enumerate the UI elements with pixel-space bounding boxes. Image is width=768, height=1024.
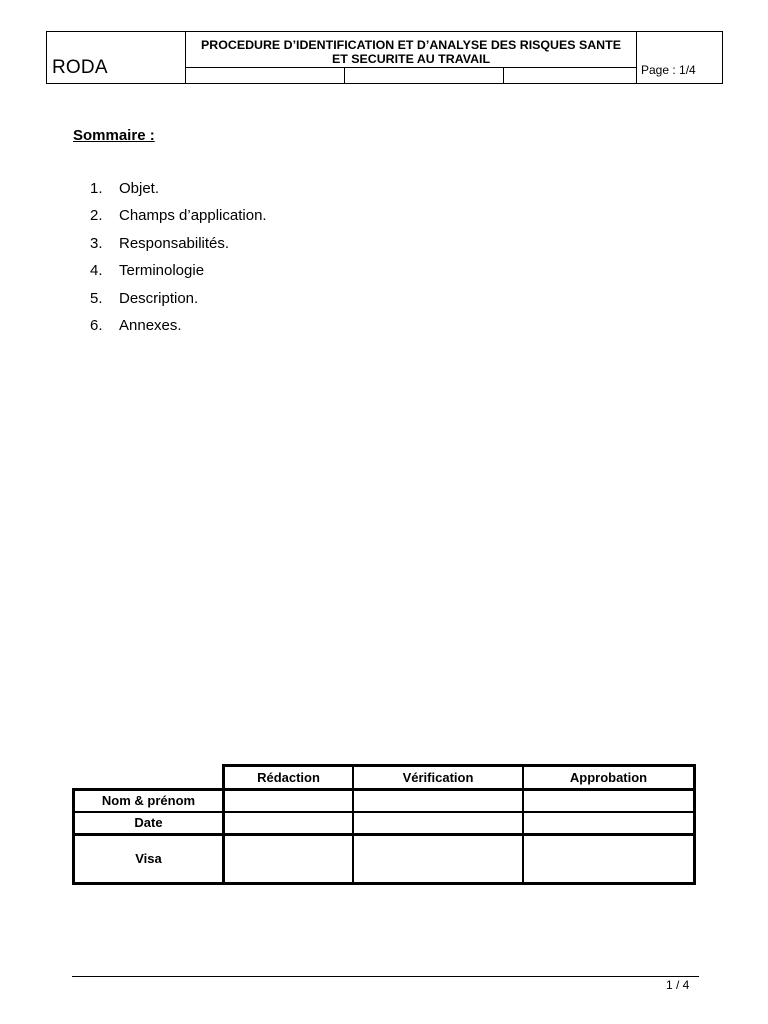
approval-col-header-approbation: Approbation (569, 770, 648, 785)
header-subcell-3 (504, 68, 636, 83)
toc-item (90, 317, 267, 344)
header-subcells (186, 68, 636, 83)
toc-item (90, 235, 267, 262)
footer-page-number: 1 / 4 (666, 978, 690, 992)
toc-item-number: 2. (90, 207, 103, 225)
toc-item-number: 5. (90, 289, 103, 307)
sommaire-heading: Sommaire : (73, 127, 155, 144)
approval-row-divider-1 (72, 788, 693, 791)
toc-item-label: Terminologie (119, 262, 205, 280)
approval-row-divider-2 (72, 811, 693, 813)
document-title-line-2: ET SECURITE AU TRAVAIL (331, 52, 491, 66)
company-name: RODA (52, 57, 108, 78)
company-cell (47, 32, 186, 83)
toc-item-number: 6. (90, 316, 103, 334)
toc-item-number: 4. (90, 262, 103, 280)
toc-item-label: Responsabilités. (119, 234, 230, 252)
document-title-line-1: PROCEDURE D’IDENTIFICATION ET D’ANALYSE DES RISQUES SANTE (201, 38, 621, 52)
toc-item (90, 180, 267, 207)
approval-col-header-verification: Vérification (402, 770, 474, 785)
header-subcell-2 (345, 68, 504, 83)
approval-row-header-nom: Nom & prénom (101, 793, 196, 808)
toc-item (90, 290, 267, 317)
toc-item (90, 262, 267, 289)
footer-divider (72, 976, 699, 977)
page-number: Page : 1/4 (641, 63, 696, 77)
toc-item-label: Objet. (119, 180, 160, 197)
page-number-cell (636, 32, 722, 83)
approval-table-bottom-border (72, 882, 696, 885)
toc-item-number: 1. (90, 180, 103, 197)
document-header (46, 31, 723, 84)
approval-row-header-date: Date (134, 815, 163, 830)
toc-item (90, 207, 267, 234)
header-subcell-1 (186, 68, 345, 83)
approval-col-header-redaction: Rédaction (257, 770, 320, 785)
approval-table-top-border (222, 764, 696, 767)
toc-item-label: Annexes. (119, 316, 182, 334)
toc-item-label: Champs d’application. (119, 207, 267, 225)
approval-row-divider-3 (72, 833, 693, 836)
table-of-contents (90, 180, 267, 344)
toc-item-number: 3. (90, 234, 103, 252)
approval-table-right-border (693, 764, 696, 885)
approval-row-header-visa: Visa (135, 851, 162, 866)
toc-item-label: Description. (119, 289, 199, 307)
approval-table (72, 764, 697, 885)
document-title (186, 32, 636, 68)
